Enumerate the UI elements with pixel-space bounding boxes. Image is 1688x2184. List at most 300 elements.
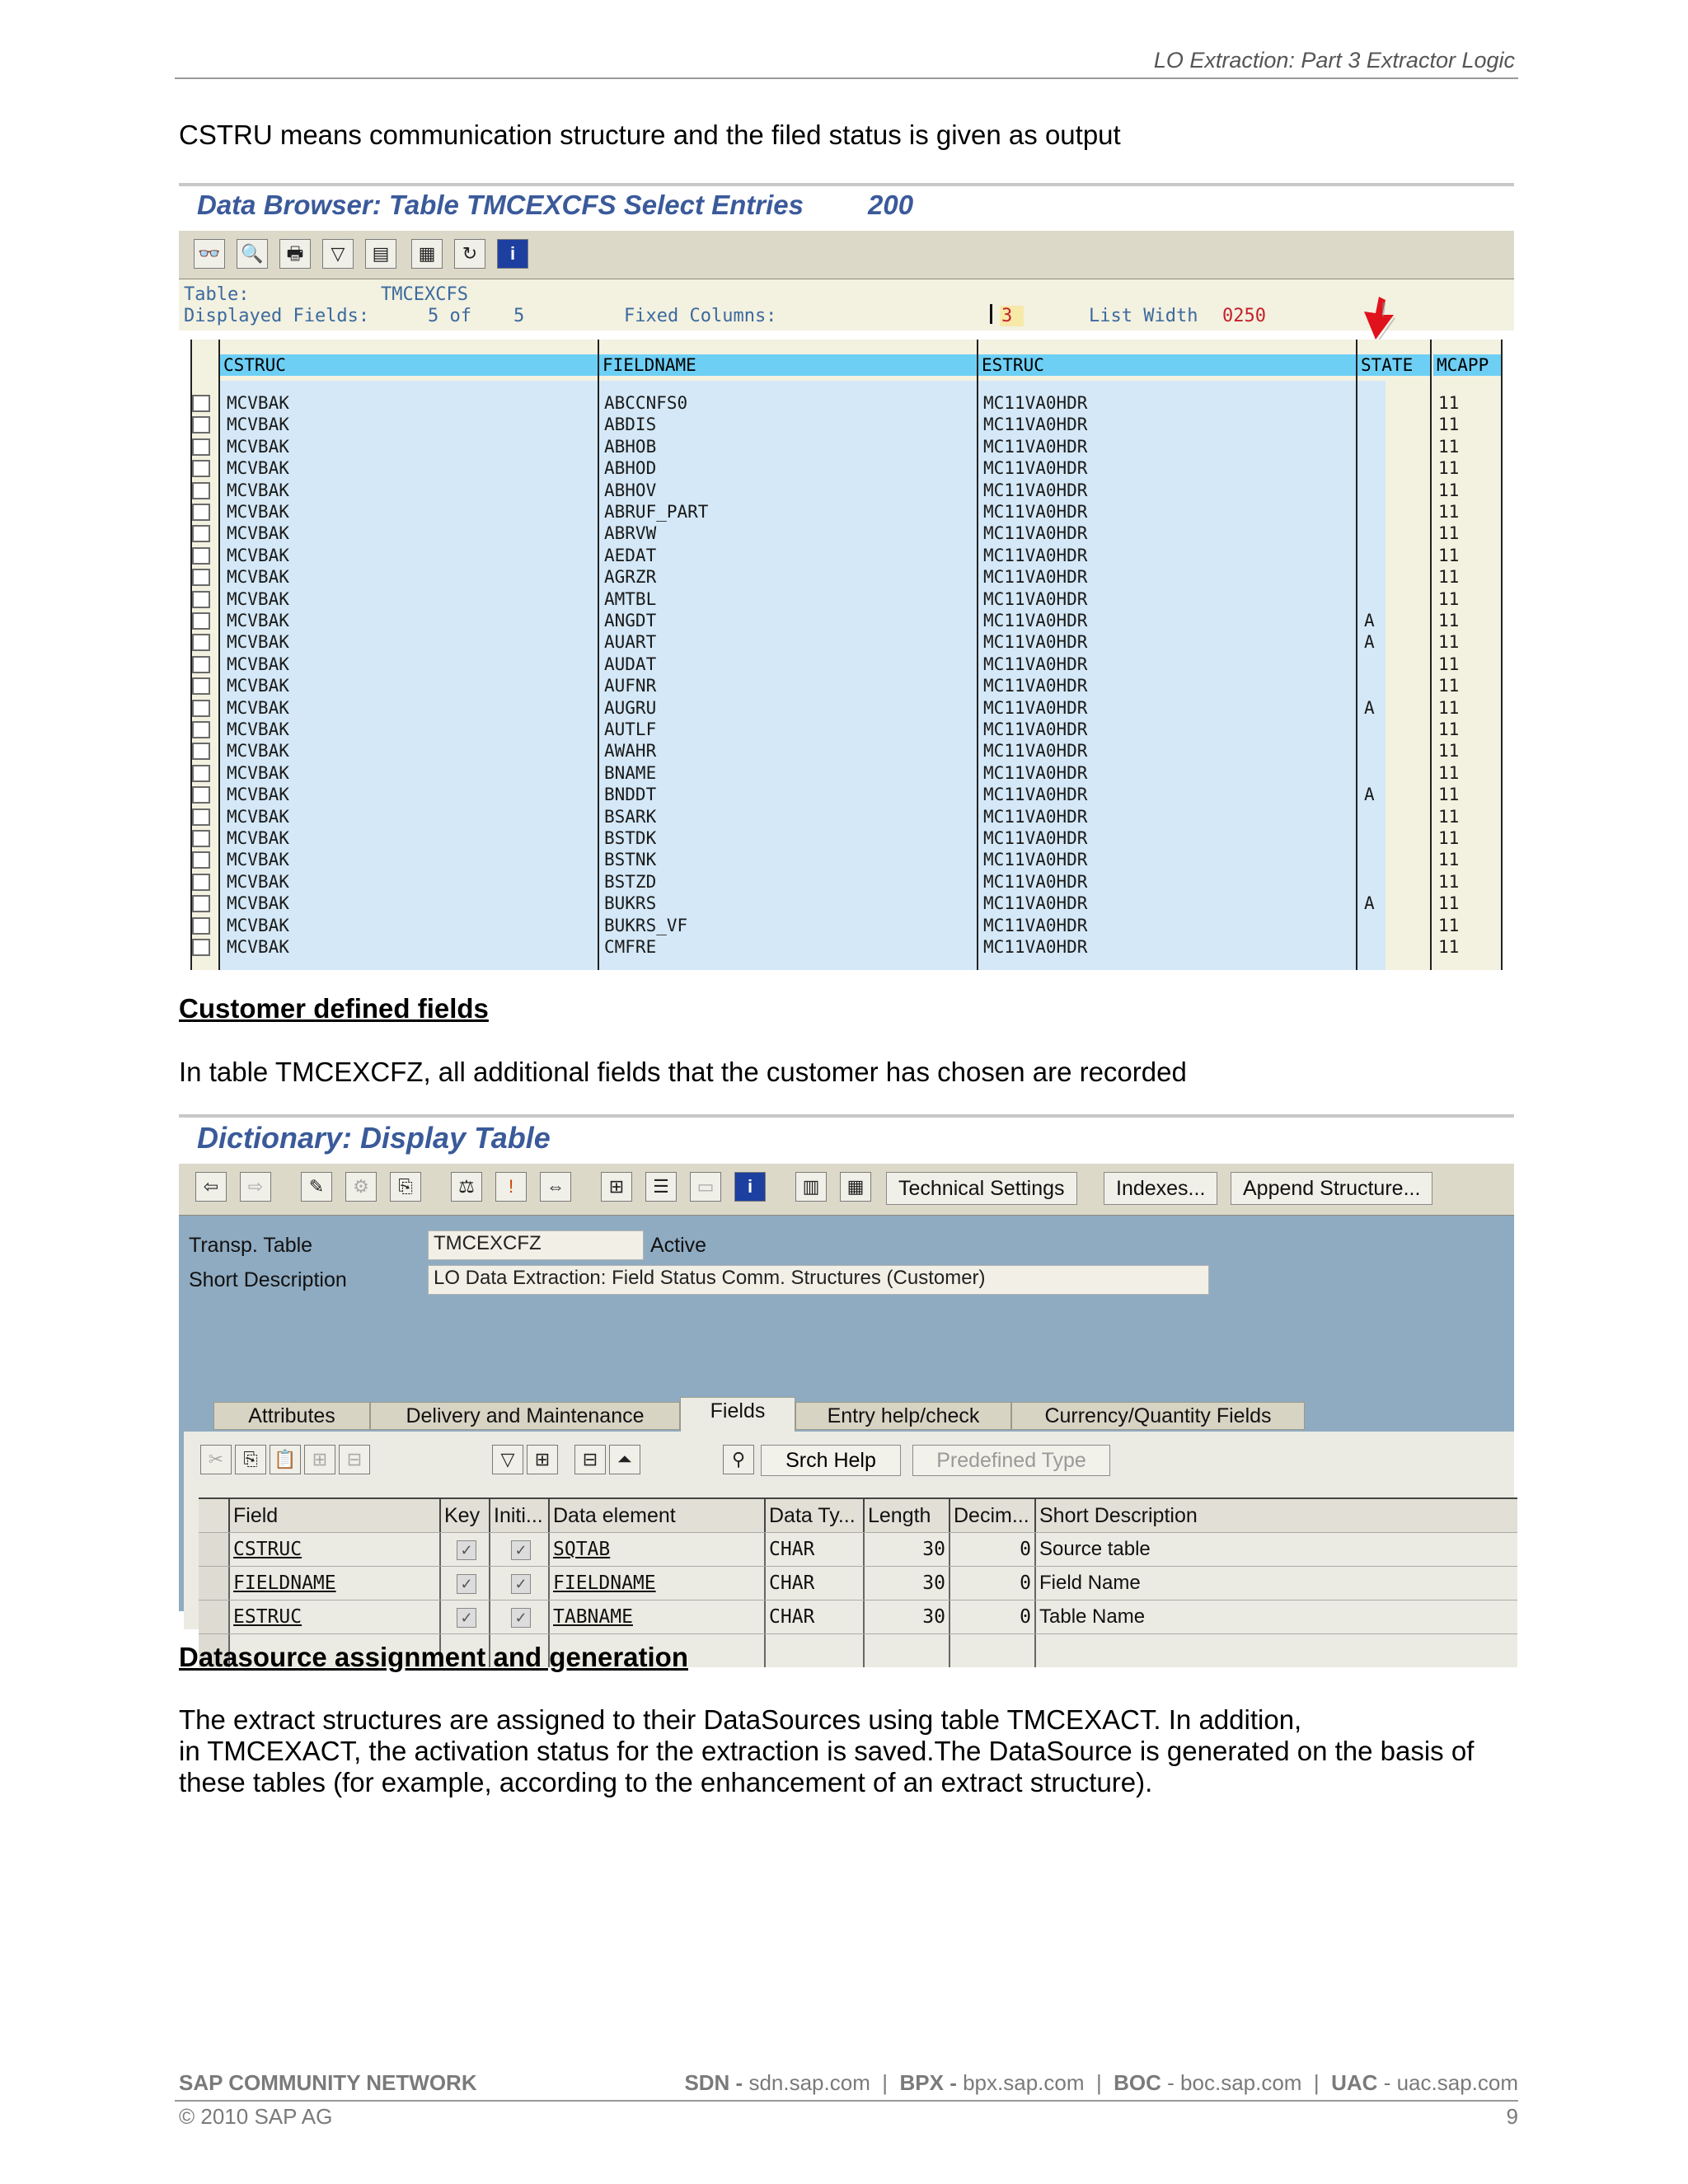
col-data-type[interactable]: Data Ty... bbox=[766, 1499, 865, 1532]
cell-estruc: MC11VA0HDR bbox=[983, 654, 1088, 674]
table-row[interactable] bbox=[190, 436, 1503, 458]
cell-decimals bbox=[950, 1634, 1036, 1667]
cell-mcapp: 11 bbox=[1438, 785, 1460, 805]
table-row[interactable] bbox=[199, 1566, 1517, 1600]
cell-cstruc: MCVBAK bbox=[227, 523, 289, 544]
search-icon[interactable]: 🔍 bbox=[237, 239, 268, 269]
row-selector-header[interactable] bbox=[199, 1499, 230, 1532]
footer-links: SDN - sdn.sap.com | BPX - bpx.sap.com | BOC - boc.sap.com | UAC - uac.sap.com bbox=[684, 2070, 1518, 2095]
cell-cstruc: MCVBAK bbox=[227, 436, 289, 457]
section-heading-customer-fields: Customer defined fields bbox=[179, 993, 489, 1024]
cell-decimals: 0 bbox=[950, 1567, 1036, 1600]
table-row[interactable] bbox=[190, 610, 1503, 632]
export-icon[interactable]: ▦ bbox=[411, 239, 443, 269]
copy-icon[interactable]: ⎘ bbox=[235, 1445, 266, 1474]
col-header-cstruc[interactable]: CSTRUC bbox=[220, 354, 617, 376]
cell-cstruc: MCVBAK bbox=[227, 545, 289, 565]
checkbox-checked-icon[interactable]: ✓ bbox=[511, 1608, 531, 1628]
data-browser-toolbar bbox=[179, 229, 1514, 281]
stack-icon[interactable]: ☰ bbox=[645, 1172, 677, 1202]
cell-decimals: 0 bbox=[950, 1533, 1036, 1566]
row-select-checkbox[interactable] bbox=[192, 830, 210, 847]
info-icon[interactable]: i bbox=[497, 239, 528, 269]
page-number: 9 bbox=[1506, 2104, 1518, 2129]
cell-estruc: MC11VA0HDR bbox=[983, 436, 1088, 457]
cell-cstruc: MCVBAK bbox=[227, 937, 289, 957]
cell-state: A bbox=[1364, 611, 1375, 630]
tab-delivery-maintenance[interactable]: Delivery and Maintenance bbox=[370, 1402, 680, 1430]
cell-estruc: MC11VA0HDR bbox=[983, 762, 1088, 783]
cell-length: 30 bbox=[865, 1567, 950, 1600]
back-arrow-icon[interactable]: ⇦ bbox=[195, 1172, 227, 1202]
cell-field[interactable]: CSTRUC bbox=[230, 1533, 441, 1566]
cell-data-type: CHAR bbox=[766, 1567, 865, 1600]
cursor-caret bbox=[990, 304, 992, 324]
cell-fieldname: BNAME bbox=[604, 762, 657, 783]
table-row[interactable] bbox=[190, 675, 1503, 697]
cell-fieldname: BSTNK bbox=[604, 850, 657, 870]
col-length[interactable]: Length bbox=[865, 1499, 950, 1532]
delete-row-icon[interactable]: ⊟ bbox=[339, 1445, 370, 1474]
row-select-checkbox[interactable] bbox=[192, 504, 210, 521]
cell-cstruc: MCVBAK bbox=[227, 611, 289, 630]
table-row[interactable] bbox=[190, 827, 1503, 850]
cell-mcapp: 11 bbox=[1438, 654, 1460, 674]
grid-icon[interactable]: ▥ bbox=[795, 1172, 827, 1202]
cell-mcapp: 11 bbox=[1438, 850, 1460, 870]
tab-fields[interactable]: Fields bbox=[680, 1397, 795, 1432]
cell-estruc: MC11VA0HDR bbox=[983, 415, 1088, 435]
table-value: TMCEXCFS bbox=[381, 284, 468, 305]
row-select-checkbox[interactable] bbox=[192, 547, 210, 565]
footer-boc-link[interactable]: - boc.sap.com bbox=[1167, 2070, 1302, 2095]
cell-mcapp: 11 bbox=[1438, 588, 1460, 609]
technical-settings-button[interactable]: Technical Settings bbox=[886, 1172, 1077, 1205]
row-select-checkbox[interactable] bbox=[192, 895, 210, 912]
cell-estruc: MC11VA0HDR bbox=[983, 850, 1088, 870]
cell-short-description: Field Name bbox=[1039, 1572, 1141, 1594]
data-browser-screenshot bbox=[179, 183, 1514, 970]
cell-cstruc: MCVBAK bbox=[227, 393, 289, 413]
cell-fieldname: BUKRS bbox=[604, 893, 657, 914]
col-header-mcapp[interactable]: MCAPP bbox=[1433, 354, 1501, 376]
cell-cstruc: MCVBAK bbox=[227, 654, 289, 674]
customer-fields-paragraph: In table TMCEXCFZ, all additional fields that the customer has chosen are recorded bbox=[179, 1057, 1187, 1087]
footer-bpx-key: BPX - bbox=[899, 2070, 957, 2095]
cell-mcapp: 11 bbox=[1438, 632, 1460, 653]
short-description-label: Short Description bbox=[189, 1268, 347, 1291]
fixed-columns-value[interactable]: 3 bbox=[1000, 306, 1024, 326]
cell-state: A bbox=[1364, 785, 1375, 805]
table-label: Table: bbox=[184, 284, 250, 305]
row-select-checkbox[interactable] bbox=[192, 482, 210, 499]
table-row[interactable] bbox=[190, 697, 1503, 719]
cell-mcapp: 11 bbox=[1438, 611, 1460, 630]
collapse-icon[interactable]: ⊟ bbox=[574, 1445, 606, 1474]
cell-data-type: CHAR bbox=[766, 1533, 865, 1566]
cell-cstruc: MCVBAK bbox=[227, 676, 289, 696]
checkbox-checked-icon[interactable]: ✓ bbox=[511, 1540, 531, 1560]
cell-initial bbox=[490, 1601, 550, 1633]
cell-mcapp: 11 bbox=[1438, 458, 1460, 479]
table-icon[interactable]: ▦ bbox=[840, 1172, 871, 1202]
cell-data-element[interactable]: TABNAME bbox=[550, 1601, 766, 1633]
row-select-checkbox[interactable] bbox=[192, 460, 210, 477]
cell-fieldname: CMFRE bbox=[604, 937, 657, 957]
cell-mcapp: 11 bbox=[1438, 915, 1460, 935]
checkbox-checked-icon[interactable]: ✓ bbox=[457, 1574, 476, 1594]
cell-estruc: MC11VA0HDR bbox=[983, 632, 1088, 653]
footer-sdn-key: SDN - bbox=[684, 2070, 743, 2095]
table-row[interactable] bbox=[190, 893, 1503, 915]
cell-fieldname: ANGDT bbox=[604, 611, 657, 630]
cell-short-description bbox=[1036, 1634, 1517, 1667]
data-grid bbox=[190, 340, 1503, 970]
cell-state: A bbox=[1364, 893, 1375, 914]
forward-arrow-icon[interactable]: ⇨ bbox=[240, 1172, 271, 1202]
col-decimals[interactable]: Decim... bbox=[950, 1499, 1036, 1532]
cell-fieldname: ABHOV bbox=[604, 480, 657, 500]
cell-data-type bbox=[766, 1634, 865, 1667]
dictionary-title: Dictionary: Display Table bbox=[197, 1121, 551, 1155]
cell-cstruc: MCVBAK bbox=[227, 588, 289, 609]
tab-entry-help-check[interactable]: Entry help/check bbox=[795, 1402, 1011, 1430]
fields-panel bbox=[184, 1432, 1514, 1629]
cell-fieldname: ABCCNFS0 bbox=[604, 393, 688, 413]
row-select-checkbox[interactable] bbox=[192, 438, 210, 456]
srch-help-button[interactable]: Srch Help bbox=[761, 1445, 901, 1476]
cell-cstruc: MCVBAK bbox=[227, 458, 289, 479]
other-object-icon[interactable]: ⎘ bbox=[390, 1172, 421, 1202]
predefined-type-button[interactable]: Predefined Type bbox=[912, 1445, 1110, 1476]
cell-fieldname: AMTBL bbox=[604, 588, 657, 609]
cell-fieldname: BSTDK bbox=[604, 828, 657, 848]
display-change-icon[interactable]: ⚙ bbox=[345, 1172, 377, 1202]
cell-cstruc: MCVBAK bbox=[227, 785, 289, 805]
short-description-field[interactable]: LO Data Extraction: Field Status Comm. Structures (Customer) bbox=[428, 1265, 1209, 1295]
row-select-checkbox[interactable] bbox=[192, 569, 210, 586]
screen-top-border bbox=[179, 183, 1514, 186]
row-selector[interactable] bbox=[199, 1601, 230, 1633]
cell-state: A bbox=[1364, 697, 1375, 718]
cell-key bbox=[441, 1601, 490, 1633]
cell-length: 30 bbox=[865, 1533, 950, 1566]
cell-mcapp: 11 bbox=[1438, 762, 1460, 783]
row-select-checkbox[interactable] bbox=[192, 939, 210, 956]
table-row[interactable] bbox=[190, 523, 1503, 545]
cell-estruc: MC11VA0HDR bbox=[983, 588, 1088, 609]
displayed-fields-total: 5 bbox=[513, 306, 525, 326]
cell-estruc: MC11VA0HDR bbox=[983, 502, 1088, 522]
cell-length: 30 bbox=[865, 1601, 950, 1633]
table-row[interactable] bbox=[190, 566, 1503, 588]
cell-fieldname: AEDAT bbox=[604, 545, 657, 565]
cell-estruc: MC11VA0HDR bbox=[983, 567, 1088, 588]
col-field[interactable]: Field bbox=[230, 1499, 441, 1532]
cell-cstruc: MCVBAK bbox=[227, 697, 289, 718]
row-select-checkbox[interactable] bbox=[192, 591, 210, 608]
cell-cstruc: MCVBAK bbox=[227, 893, 289, 914]
datasource-paragraph-line1: The extract structures are assigned to their DataSources using table TMCEXACT. In addition, bbox=[179, 1704, 1302, 1735]
cell-mcapp: 11 bbox=[1438, 567, 1460, 588]
data-browser-title-text: Data Browser: Table TMCEXCFS Select Entries bbox=[197, 190, 804, 220]
dictionary-body bbox=[179, 1216, 1514, 1628]
cell-length bbox=[865, 1634, 950, 1667]
cell-estruc: MC11VA0HDR bbox=[983, 871, 1088, 892]
table-row[interactable] bbox=[190, 871, 1503, 893]
table-row[interactable] bbox=[190, 740, 1503, 762]
cell-estruc: MC11VA0HDR bbox=[983, 741, 1088, 762]
table-status: Active bbox=[650, 1234, 707, 1257]
cell-fieldname: BNDDT bbox=[604, 785, 657, 805]
activate-icon[interactable]: ! bbox=[495, 1172, 527, 1202]
table-row[interactable] bbox=[190, 762, 1503, 785]
row-select-checkbox[interactable] bbox=[192, 416, 210, 434]
data-browser-title bbox=[197, 190, 913, 221]
table-row[interactable] bbox=[190, 457, 1503, 480]
intro-paragraph: CSTRU means communication structure and the filed status is given as output bbox=[179, 120, 1121, 150]
cell-fieldname: ABHOD bbox=[604, 458, 657, 479]
cell-fieldname: AUFNR bbox=[604, 676, 657, 696]
cell-mcapp: 11 bbox=[1438, 436, 1460, 457]
cell-mcapp: 11 bbox=[1438, 871, 1460, 892]
glasses-icon[interactable]: 👓 bbox=[194, 239, 225, 269]
cell-cstruc: MCVBAK bbox=[227, 741, 289, 762]
search-help-icon[interactable]: ⚲ bbox=[723, 1445, 754, 1474]
screen-top-border bbox=[179, 1114, 1514, 1118]
table-row[interactable] bbox=[190, 501, 1503, 523]
cell-mcapp: 11 bbox=[1438, 415, 1460, 435]
top-icon[interactable]: ⏶ bbox=[609, 1445, 640, 1474]
cell-mcapp: 11 bbox=[1438, 545, 1460, 565]
col-header-fieldname[interactable]: FIELDNAME bbox=[599, 354, 980, 376]
row-select-checkbox[interactable] bbox=[192, 525, 210, 542]
row-select-checkbox[interactable] bbox=[192, 634, 210, 651]
cell-fieldname: BSTZD bbox=[604, 871, 657, 892]
table-row[interactable] bbox=[190, 936, 1503, 958]
cell-estruc: MC11VA0HDR bbox=[983, 719, 1088, 739]
cell-cstruc: MCVBAK bbox=[227, 762, 289, 783]
row-select-checkbox[interactable] bbox=[192, 721, 210, 738]
footer-uac-key: UAC bbox=[1331, 2070, 1378, 2095]
cell-fieldname: AUTLF bbox=[604, 719, 657, 739]
cell-fieldname: ABRUF_PART bbox=[604, 502, 709, 522]
cell-estruc: MC11VA0HDR bbox=[983, 458, 1088, 479]
cell-field[interactable]: FIELDNAME bbox=[230, 1567, 441, 1600]
paste-icon[interactable]: 📋 bbox=[270, 1445, 301, 1474]
expand-icon[interactable]: ⊞ bbox=[527, 1445, 558, 1474]
print-icon[interactable]: 🖶 bbox=[279, 239, 311, 269]
table-row[interactable] bbox=[190, 719, 1503, 741]
cell-estruc: MC11VA0HDR bbox=[983, 480, 1088, 500]
cell-cstruc: MCVBAK bbox=[227, 632, 289, 653]
document-header-title: LO Extraction: Part 3 Extractor Logic bbox=[1153, 48, 1515, 73]
cell-initial bbox=[490, 1533, 550, 1566]
cell-mcapp: 11 bbox=[1438, 719, 1460, 739]
table-row[interactable] bbox=[190, 545, 1503, 567]
tab-attributes[interactable]: Attributes bbox=[213, 1402, 370, 1430]
cell-mcapp: 11 bbox=[1438, 676, 1460, 696]
cell-field[interactable]: ESTRUC bbox=[230, 1601, 441, 1633]
cell-fieldname: ABRVW bbox=[604, 523, 657, 544]
row-selector[interactable] bbox=[199, 1567, 230, 1600]
row-select-checkbox[interactable] bbox=[192, 395, 210, 412]
indexes-button[interactable]: Indexes... bbox=[1104, 1172, 1217, 1205]
append-structure-button[interactable]: Append Structure... bbox=[1231, 1172, 1432, 1205]
table-row[interactable] bbox=[190, 631, 1503, 654]
footer-divider bbox=[175, 2100, 1518, 2102]
cell-mcapp: 11 bbox=[1438, 937, 1460, 957]
cell-cstruc: MCVBAK bbox=[227, 415, 289, 435]
cell-cstruc: MCVBAK bbox=[227, 806, 289, 827]
fixed-columns-label: Fixed Columns: bbox=[624, 306, 777, 326]
footer-boc-key: BOC bbox=[1114, 2070, 1161, 2095]
table-row[interactable] bbox=[190, 588, 1503, 611]
col-initial[interactable]: Initi... bbox=[490, 1499, 550, 1532]
table-meta-info bbox=[179, 279, 1514, 330]
footer-network: SAP COMMUNITY NETWORK bbox=[179, 2070, 477, 2095]
table-row[interactable] bbox=[190, 480, 1503, 502]
row-select-checkbox[interactable] bbox=[192, 765, 210, 782]
row-select-checkbox[interactable] bbox=[192, 851, 210, 869]
cell-cstruc: MCVBAK bbox=[227, 828, 289, 848]
table-row[interactable] bbox=[190, 414, 1503, 436]
cell-mcapp: 11 bbox=[1438, 502, 1460, 522]
col-header-estruc[interactable]: ESTRUC bbox=[978, 354, 1359, 376]
cell-cstruc: MCVBAK bbox=[227, 915, 289, 935]
row-select-checkbox[interactable] bbox=[192, 917, 210, 935]
row-select-checkbox[interactable] bbox=[192, 677, 210, 695]
footer-uac-link[interactable]: - uac.sap.com bbox=[1383, 2070, 1518, 2095]
cell-estruc: MC11VA0HDR bbox=[983, 806, 1088, 827]
cell-cstruc: MCVBAK bbox=[227, 871, 289, 892]
table-row[interactable] bbox=[190, 784, 1503, 806]
fields-table-header bbox=[199, 1497, 1517, 1532]
cell-fieldname: AUART bbox=[604, 632, 657, 653]
edit-icon[interactable]: ✎ bbox=[301, 1172, 332, 1202]
row-select-checkbox[interactable] bbox=[192, 786, 210, 804]
filter-icon[interactable]: ▽ bbox=[492, 1445, 523, 1474]
cell-fieldname: ABHOB bbox=[604, 436, 657, 457]
row-select-checkbox[interactable] bbox=[192, 808, 210, 826]
table-row[interactable] bbox=[190, 915, 1503, 937]
cell-cstruc: MCVBAK bbox=[227, 480, 289, 500]
cell-estruc: MC11VA0HDR bbox=[983, 523, 1088, 544]
checkbox-checked-icon[interactable]: ✓ bbox=[457, 1540, 476, 1560]
col-data-element[interactable]: Data element bbox=[550, 1499, 766, 1532]
datasource-paragraph-line2: in TMCEXACT, the activation status for the extraction is saved.The DataSource is generated on the basis of bbox=[179, 1736, 1475, 1766]
cell-cstruc: MCVBAK bbox=[227, 567, 289, 588]
cell-estruc: MC11VA0HDR bbox=[983, 697, 1088, 718]
cell-estruc: MC11VA0HDR bbox=[983, 915, 1088, 935]
cell-short-description: Table Name bbox=[1039, 1605, 1146, 1628]
cell-mcapp: 11 bbox=[1438, 523, 1460, 544]
cell-mcapp: 11 bbox=[1438, 393, 1460, 413]
cell-cstruc: MCVBAK bbox=[227, 502, 289, 522]
cell-estruc: MC11VA0HDR bbox=[983, 676, 1088, 696]
col-key[interactable]: Key bbox=[441, 1499, 490, 1532]
insert-row-icon[interactable]: ⊞ bbox=[304, 1445, 335, 1474]
dictionary-screenshot bbox=[179, 1114, 1514, 1628]
hierarchy-icon[interactable]: ⊞ bbox=[601, 1172, 632, 1202]
cell-mcapp: 11 bbox=[1438, 828, 1460, 848]
list-icon[interactable]: ▤ bbox=[365, 239, 396, 269]
col-short-description[interactable]: Short Description bbox=[1039, 1504, 1198, 1527]
tab-currency-quantity[interactable]: Currency/Quantity Fields bbox=[1011, 1402, 1305, 1430]
cell-decimals: 0 bbox=[950, 1601, 1036, 1633]
cell-fieldname: AWAHR bbox=[604, 741, 657, 762]
table-row[interactable] bbox=[190, 654, 1503, 676]
red-arrow-icon bbox=[1357, 293, 1402, 343]
table-row[interactable] bbox=[190, 392, 1503, 415]
datasource-paragraph-line3: these tables (for example, according to the enhancement of an extract structure). bbox=[179, 1767, 1153, 1797]
row-select-checkbox[interactable] bbox=[192, 656, 210, 673]
row-select-checkbox[interactable] bbox=[192, 874, 210, 891]
cell-state: A bbox=[1364, 632, 1375, 653]
filter-icon[interactable]: ▽ bbox=[322, 239, 354, 269]
cell-data-element[interactable]: FIELDNAME bbox=[550, 1567, 766, 1600]
cell-key bbox=[441, 1533, 490, 1566]
cell-key bbox=[441, 1567, 490, 1600]
cell-fieldname: BSARK bbox=[604, 806, 657, 827]
checkbox-checked-icon[interactable]: ✓ bbox=[511, 1574, 531, 1594]
info-icon[interactable]: i bbox=[734, 1172, 766, 1202]
row-select-checkbox[interactable] bbox=[192, 612, 210, 630]
row-select-checkbox[interactable] bbox=[192, 743, 210, 760]
cell-fieldname: ABDIS bbox=[604, 415, 657, 435]
cell-mcapp: 11 bbox=[1438, 806, 1460, 827]
table-row[interactable] bbox=[190, 849, 1503, 871]
displayed-fields-value: 5 of bbox=[428, 306, 471, 326]
footer-copyright: © 2010 SAP AG bbox=[179, 2104, 333, 2129]
cell-fieldname: AUGRU bbox=[604, 697, 657, 718]
table-row[interactable] bbox=[199, 1532, 1517, 1566]
list-width-value: 0250 bbox=[1222, 306, 1266, 326]
cell-mcapp: 11 bbox=[1438, 697, 1460, 718]
footer-bpx-link[interactable]: bpx.sap.com bbox=[963, 2070, 1085, 2095]
col-header-state[interactable]: STATE bbox=[1357, 354, 1430, 376]
table-row[interactable] bbox=[190, 806, 1503, 828]
cell-fieldname: BUKRS_VF bbox=[604, 915, 688, 935]
cell-cstruc: MCVBAK bbox=[227, 850, 289, 870]
checkbox-checked-icon[interactable]: ✓ bbox=[457, 1608, 476, 1628]
cell-short-description: Source table bbox=[1039, 1538, 1151, 1560]
dictionary-toolbar bbox=[179, 1162, 1514, 1217]
cell-data-element[interactable]: SQTAB bbox=[550, 1533, 766, 1566]
transp-table-label: Transp. Table bbox=[189, 1234, 313, 1257]
cell-cstruc: MCVBAK bbox=[227, 719, 289, 739]
row-select-checkbox[interactable] bbox=[192, 700, 210, 717]
footer-sdn-link[interactable]: sdn.sap.com bbox=[748, 2070, 870, 2095]
transp-table-field[interactable]: TMCEXCFZ bbox=[428, 1230, 644, 1260]
cell-estruc: MC11VA0HDR bbox=[983, 937, 1088, 957]
cell-fieldname: AUDAT bbox=[604, 654, 657, 674]
displayed-fields-label: Displayed Fields: bbox=[184, 306, 370, 326]
check-icon[interactable]: ⚖ bbox=[451, 1172, 482, 1202]
row-selector[interactable] bbox=[199, 1533, 230, 1566]
refresh-icon[interactable]: ↻ bbox=[454, 239, 485, 269]
tab-strip bbox=[179, 1389, 1514, 1430]
cut-icon[interactable]: ✂ bbox=[200, 1445, 232, 1474]
header-divider bbox=[175, 77, 1518, 79]
section-heading-datasource: Datasource assignment and generation bbox=[179, 1642, 688, 1672]
entry-count: 200 bbox=[867, 190, 914, 220]
cell-estruc: MC11VA0HDR bbox=[983, 545, 1088, 565]
table-row[interactable] bbox=[199, 1600, 1517, 1633]
cell-fieldname: AGRZR bbox=[604, 567, 657, 588]
where-used-icon[interactable]: ⇔ bbox=[540, 1172, 571, 1202]
list-disabled-icon[interactable]: ▭ bbox=[690, 1172, 721, 1202]
